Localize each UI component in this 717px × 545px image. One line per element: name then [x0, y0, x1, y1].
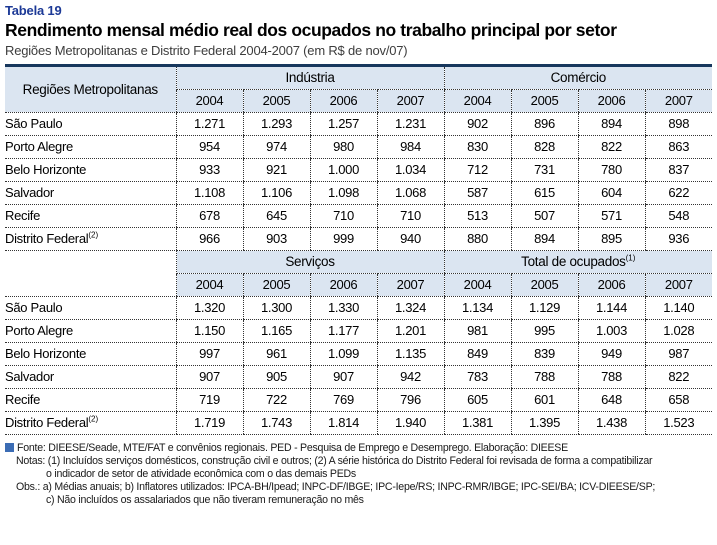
value-cell: 1.523	[645, 412, 712, 435]
value-cell: 1.165	[243, 320, 310, 343]
region-name: São Paulo	[5, 113, 176, 136]
value-cell: 1.134	[444, 297, 511, 320]
table-number-label: Tabela 19	[5, 3, 62, 18]
year-header: 2004	[444, 274, 511, 297]
value-cell: 880	[444, 228, 511, 251]
year-header: 2007	[645, 274, 712, 297]
table-row	[5, 182, 712, 205]
table-row	[5, 343, 712, 366]
value-cell: 1.106	[243, 182, 310, 205]
value-cell: 822	[645, 366, 712, 389]
year-header: 2005	[243, 274, 310, 297]
table-row	[5, 412, 712, 435]
value-cell: 658	[645, 389, 712, 412]
value-cell: 605	[444, 389, 511, 412]
value-cell: 974	[243, 136, 310, 159]
value-cell: 1.940	[377, 412, 444, 435]
value-cell: 622	[645, 182, 712, 205]
table-row	[5, 113, 712, 136]
year-header: 2007	[377, 90, 444, 113]
value-cell: 936	[645, 228, 712, 251]
region-name: Distrito Federal$^{(2)}$	[5, 228, 176, 251]
value-cell: 984	[377, 136, 444, 159]
value-cell: 648	[578, 389, 645, 412]
year-header: 2004	[444, 90, 511, 113]
value-cell: 788	[578, 366, 645, 389]
value-cell: 863	[645, 136, 712, 159]
value-cell: 895	[578, 228, 645, 251]
value-cell: 1.144	[578, 297, 645, 320]
value-cell: 966	[176, 228, 243, 251]
value-cell: 1.330	[310, 297, 377, 320]
year-header: 2005	[511, 274, 578, 297]
value-cell: 1.177	[310, 320, 377, 343]
value-cell: 1.324	[377, 297, 444, 320]
value-cell: 731	[511, 159, 578, 182]
value-cell: 1.129	[511, 297, 578, 320]
group-header-row-2	[5, 251, 712, 274]
value-cell: 987	[645, 343, 712, 366]
value-cell: 1.438	[578, 412, 645, 435]
value-cell: 788	[511, 366, 578, 389]
table-row	[5, 297, 712, 320]
value-cell: 905	[243, 366, 310, 389]
value-cell: 587	[444, 182, 511, 205]
value-cell: 933	[176, 159, 243, 182]
value-cell: 1.099	[310, 343, 377, 366]
value-cell: 1.028	[645, 320, 712, 343]
value-cell: 995	[511, 320, 578, 343]
value-cell: 830	[444, 136, 511, 159]
year-header: 2007	[377, 274, 444, 297]
value-cell: 796	[377, 389, 444, 412]
year-header: 2006	[578, 274, 645, 297]
value-cell: 1.293	[243, 113, 310, 136]
value-cell: 828	[511, 136, 578, 159]
table-row	[5, 205, 712, 228]
data-table	[5, 64, 712, 435]
obs-line-2: c) Não incluídos os assalariados que não tiveram remuneração no mês	[46, 494, 364, 506]
value-cell: 999	[310, 228, 377, 251]
footnote-marker-1: (1)	[625, 253, 636, 263]
value-cell: 1.068	[377, 182, 444, 205]
value-cell: 961	[243, 343, 310, 366]
region-name: Belo Horizonte	[5, 343, 176, 366]
value-cell: 1.135	[377, 343, 444, 366]
value-cell: 1.108	[176, 182, 243, 205]
region-name: Recife	[5, 389, 176, 412]
year-header: 2006	[310, 274, 377, 297]
value-cell: 1.034	[377, 159, 444, 182]
value-cell: 837	[645, 159, 712, 182]
value-cell: 902	[444, 113, 511, 136]
value-cell: 710	[310, 205, 377, 228]
table-row	[5, 159, 712, 182]
value-cell: 548	[645, 205, 712, 228]
value-cell: 981	[444, 320, 511, 343]
region-name: Salvador	[5, 182, 176, 205]
footnote-marker-2: (2)	[88, 414, 99, 424]
footnote-marker-2: (2)	[88, 230, 99, 240]
region-name: Distrito Federal$^{(2)}$	[5, 412, 176, 435]
value-cell: 1.003	[578, 320, 645, 343]
value-cell: 1.150	[176, 320, 243, 343]
value-cell: 1.814	[310, 412, 377, 435]
value-cell: 615	[511, 182, 578, 205]
value-cell: 997	[176, 343, 243, 366]
value-cell: 942	[377, 366, 444, 389]
table-footnotes	[5, 442, 712, 507]
value-cell: 1.320	[176, 297, 243, 320]
value-cell: 907	[176, 366, 243, 389]
value-cell: 921	[243, 159, 310, 182]
year-header: 2006	[310, 90, 377, 113]
table-body-block-2	[5, 297, 712, 435]
group-header-total-ocupados: Total de ocupados$^{(1)}$	[444, 251, 712, 274]
year-header: 2006	[578, 90, 645, 113]
value-cell: 1.395	[511, 412, 578, 435]
year-header: 2005	[243, 90, 310, 113]
value-cell: 712	[444, 159, 511, 182]
value-cell: 722	[243, 389, 310, 412]
value-cell: 894	[578, 113, 645, 136]
region-name: Porto Alegre	[5, 136, 176, 159]
value-cell: 678	[176, 205, 243, 228]
region-name: São Paulo	[5, 297, 176, 320]
group-header-comercio: Comércio	[444, 66, 712, 90]
value-cell: 1.381	[444, 412, 511, 435]
value-cell: 780	[578, 159, 645, 182]
year-header: 2005	[511, 90, 578, 113]
source-square-icon	[5, 443, 14, 452]
region-column-header: Regiões Metropolitanas	[5, 66, 176, 113]
region-name: Porto Alegre	[5, 320, 176, 343]
value-cell: 710	[377, 205, 444, 228]
value-cell: 1.201	[377, 320, 444, 343]
value-cell: 1.271	[176, 113, 243, 136]
value-cell: 839	[511, 343, 578, 366]
blank-corner-cell	[5, 251, 176, 297]
value-cell: 907	[310, 366, 377, 389]
value-cell: 783	[444, 366, 511, 389]
value-cell: 896	[511, 113, 578, 136]
region-name: Belo Horizonte	[5, 159, 176, 182]
source-line: Fonte: DIEESE/Seade, MTE/FAT e convênios regionais. PED - Pesquisa de Emprego e Desemprego. Elaboração: DIEESE	[5, 442, 712, 455]
obs-line-1: Obs.: a) Médias anuais; b) Inflatores utilizados: IPCA-BH/Ipead; INPC-DF/IBGE; IPC-Iepe/RS; INPC-RMR/IBGE; IPC-SEI/BA; ICV-DIEESE/SP;	[16, 481, 656, 493]
value-cell: 604	[578, 182, 645, 205]
value-cell: 1.257	[310, 113, 377, 136]
group-header-servicos: Serviços	[176, 251, 444, 274]
region-name: Recife	[5, 205, 176, 228]
value-cell: 822	[578, 136, 645, 159]
value-cell: 980	[310, 136, 377, 159]
table-body-block-1	[5, 113, 712, 251]
value-cell: 1.000	[310, 159, 377, 182]
group-header-industria: Indústria	[176, 66, 444, 90]
group-header-row-1	[5, 66, 712, 90]
page-subtitle: Regiões Metropolitanas e Distrito Federal 2004-2007 (em R$ de nov/07)	[5, 43, 408, 58]
value-cell: 898	[645, 113, 712, 136]
page-title: Rendimento mensal médio real dos ocupados no trabalho principal por setor	[5, 20, 617, 40]
value-cell: 949	[578, 343, 645, 366]
notes-line-2: o indicador de setor de atividade econômica com o das demais PEDs	[46, 468, 356, 480]
value-cell: 1.300	[243, 297, 310, 320]
table-row	[5, 228, 712, 251]
value-cell: 601	[511, 389, 578, 412]
year-header: 2004	[176, 274, 243, 297]
value-cell: 849	[444, 343, 511, 366]
notes-line-1: Notas: (1) Incluídos serviços domésticos, construção civil e outros; (2) A série histórica do Distrito Federal foi revisada de forma a compatibilizar	[16, 455, 653, 467]
table-row	[5, 366, 712, 389]
value-cell: 719	[176, 389, 243, 412]
value-cell: 940	[377, 228, 444, 251]
value-cell: 1.719	[176, 412, 243, 435]
value-cell: 1.098	[310, 182, 377, 205]
value-cell: 1.140	[645, 297, 712, 320]
value-cell: 507	[511, 205, 578, 228]
value-cell: 513	[444, 205, 511, 228]
value-cell: 571	[578, 205, 645, 228]
value-cell: 1.743	[243, 412, 310, 435]
table-row	[5, 389, 712, 412]
year-header: 2004	[176, 90, 243, 113]
table-row	[5, 136, 712, 159]
table-row	[5, 320, 712, 343]
region-name: Salvador	[5, 366, 176, 389]
value-cell: 894	[511, 228, 578, 251]
value-cell: 1.231	[377, 113, 444, 136]
value-cell: 645	[243, 205, 310, 228]
year-header: 2007	[645, 90, 712, 113]
value-cell: 903	[243, 228, 310, 251]
value-cell: 954	[176, 136, 243, 159]
value-cell: 769	[310, 389, 377, 412]
